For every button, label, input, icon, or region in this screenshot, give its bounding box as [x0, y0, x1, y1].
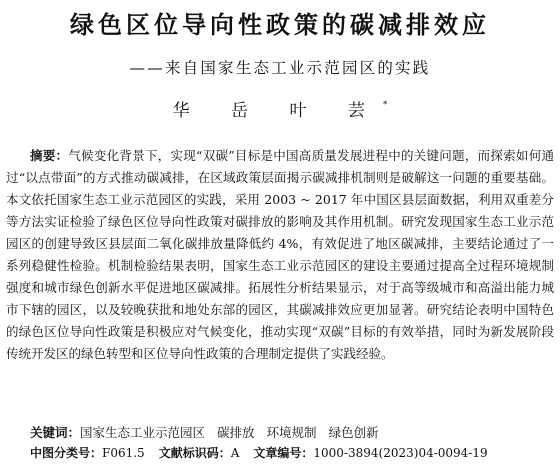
clc-value: F061.5 [102, 446, 145, 460]
author-names: 华 岳 叶 芸 [172, 101, 383, 121]
abstract-label: 摘要： [30, 148, 69, 163]
article-no-label: 文章编号： [253, 446, 314, 460]
keywords [30, 424, 554, 442]
paper-subtitle: ——来自国家生态工业示范园区的实践 [129, 59, 431, 77]
paper-title: 绿色区位导向性政策的碳减排效应 [70, 11, 490, 39]
doc-code-value: A [230, 446, 240, 460]
keyword-item: 环境规制 [266, 425, 317, 440]
abstract-text: 气候变化背景下，实现“双碳”目标是中国高质量发展进程中的关键问题，而探索如何通过“以点带面”的方式推动碳减排，在区域政策层面揭示碳减排机制则是破解这一问题的重要基础。本文依托国家生态工业示范园区的实践，采用 2003 ~ 2017 年中国区县层面数据，利用双重差分等方法实证检验了绿色区位导向性政策对碳排放的影响及其作用机制。研究发现国家生态工业示范园区的创建导致区县层面二氧化碳排放量降低约 4%，有效促进了地区碳减排，主要结论通过了一系列稳健性检验。机制检验结果表明，国家生态工业示范园区的建设主要通过提高全过程环境规制强度和城市绿色创新水平促进地区碳减排。拓展性分析结果显示，对于高等级城市和高溢出能力城市下辖的园区，以及较晚获批和地处东部的园区，其碳减排效应更加显著。研究结论表明中国特色的绿色区位导向性政策是积极应对气候变化，推动实现“双碳”目标的有效举措，同时为新发展阶段传统开发区的绿色转型和区位导向性政策的合理制定提供了实践经验。 [6, 148, 554, 361]
author-line [0, 92, 560, 124]
keyword-item: 碳排放 [217, 425, 255, 440]
author-footnote-mark: * [382, 100, 388, 110]
keywords-label: 关键词： [30, 425, 81, 440]
doc-code-label: 文献标识码： [158, 446, 231, 460]
keyword-item: 绿色创新 [328, 425, 379, 440]
article-no-value: 1000-3894(2023)04-0094-19 [313, 446, 488, 460]
abstract [6, 145, 554, 365]
classification-info [30, 444, 554, 462]
clc-label: 中图分类号： [30, 446, 103, 460]
keyword-item: 国家生态工业示范园区 [80, 425, 206, 440]
